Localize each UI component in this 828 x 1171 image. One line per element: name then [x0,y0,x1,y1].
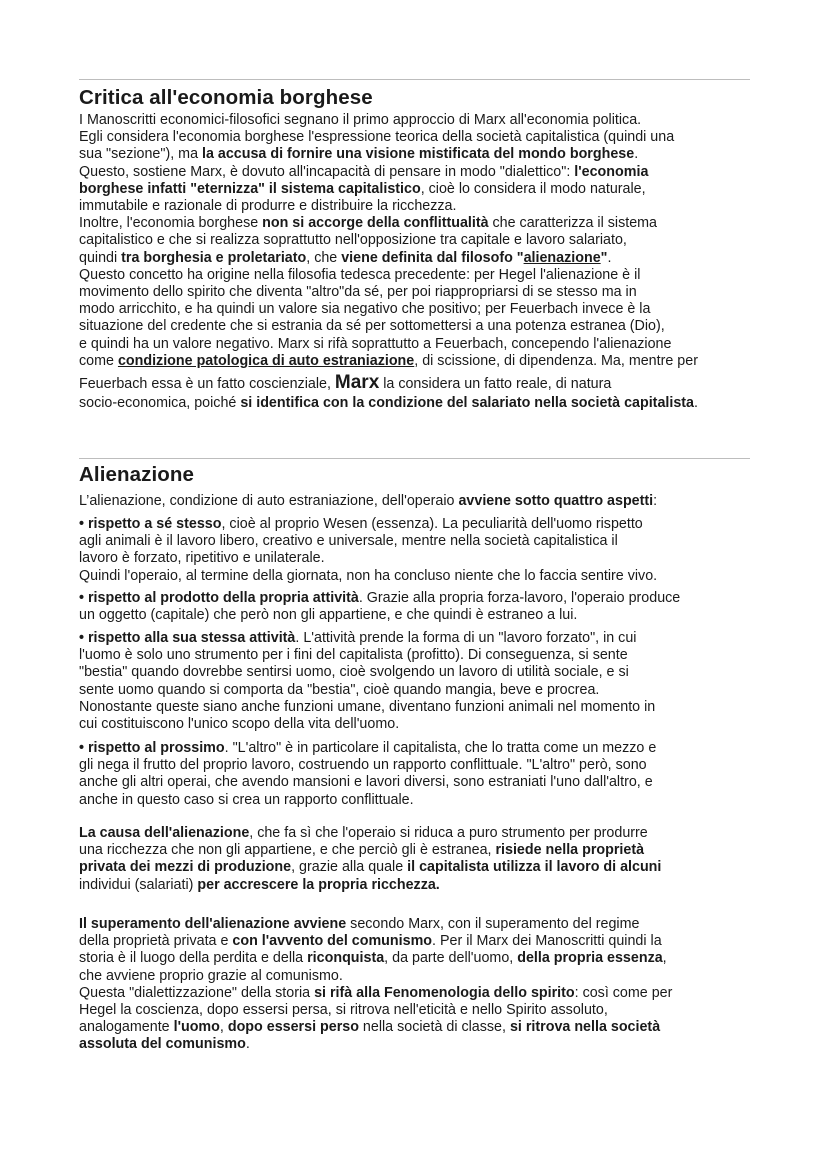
section-divider [79,79,750,80]
text-line: sente uomo quando si comporta da "bestia", cioè quando mangia, beve e procrea. [79,681,600,698]
text-line: un oggetto (capitale) che però non gli appartiene, e che quindi è estraneo a lui. [79,607,578,624]
text-line: agli animali è il lavoro libero, creativo e universale, mentre nella società capitalistica il [79,533,618,550]
text-line: Inoltre, l'economia borghese non si accorge della conflittualità che caratterizza il sistema [79,215,658,232]
text-line: Feuerbach essa è un fatto coscienziale, Marx la considera un fatto reale, di natura [79,372,612,394]
text-line: Questo, sostiene Marx, è dovuto all'incapacità di pensare in modo "dialettico": l'economia [79,163,649,180]
text-line: Quindi l'operaio, al termine della giornata, non ha concluso niente che lo faccia sentire vivo. [79,567,658,584]
text-line: anche gli altri operai, che avendo mansioni e lavori diversi, sono estraniati l'uno dall'altro, e [79,774,653,791]
text-line: assoluta del comunismo. [79,1036,250,1053]
text-line: • rispetto al prossimo. "L'altro" è in particolare il capitalista, che lo tratta come un mezzo e [79,740,657,756]
text-line: Il superamento dell'alienazione avviene secondo Marx, con il superamento del regime [79,916,640,932]
text-line: sua "sezione"), ma la accusa di fornire una visione mistificata del mondo borghese. [79,146,639,163]
section-title-alienazione: Alienazione [79,463,195,486]
text-line: storia è il luogo della perdita e della riconquista, da parte dell'uomo, della propria essenza, [79,950,667,967]
text-line: Questa "dialettizzazione" della storia si rifà alla Fenomenologia dello spirito: così come per [79,984,673,1001]
text-line: gli nega il frutto del proprio lavoro, costruendo un rapporto conflittuale. "L'altro" però, sono [79,757,647,774]
aspect-1 [79,516,759,585]
aspect-2 [79,590,759,624]
section-title-critica: Critica all'economia borghese [79,86,373,109]
alienazione-intro [79,493,759,510]
aspect-3 [79,630,759,733]
text-line: individui (salariati) per accrescere la propria ricchezza. [79,876,440,893]
text-line: come condizione patologica di auto estraniazione, di scissione, di dipendenza. Ma, mentre per [79,352,698,369]
text-line: capitalistico e che si realizza soprattutto nell'opposizione tra capitale e lavoro salariato, [79,232,627,249]
text-line: • rispetto al prodotto della propria attività. Grazie alla propria forza-lavoro, l'operaio produce [79,590,681,606]
text-line: I Manoscritti economici-filosofici segnano il primo approccio di Marx all'economia politica. [79,112,642,128]
text-line: L’alienazione, condizione di auto estraniazione, dell'operaio avviene sotto quattro aspetti: [79,493,658,509]
text-line: che avviene proprio grazie al comunismo. [79,967,343,984]
text-line: socio-economica, poiché si identifica con la condizione del salariato nella società capitalista. [79,395,698,412]
text-line: analogamente l'uomo, dopo essersi perso nella società di classe, si ritrova nella società [79,1019,661,1036]
text-line: borghese infatti "eternizza" il sistema capitalistico, cioè lo considera il modo naturale, [79,180,646,197]
text-line: Hegel la coscienza, dopo essersi persa, si ritrova nell'eticità e nello Spirito assoluto, [79,1002,608,1019]
text-line: cui costituiscono l'unico scopo della vita dell'uomo. [79,716,400,733]
text-line: una ricchezza che non gli appartiene, e che perciò gli è estranea, risiede nella proprietà [79,842,645,859]
text-line: immutabile e razionale di produrre e distribuire la ricchezza. [79,198,457,215]
aspect-4 [79,740,759,809]
text-line: • rispetto alla sua stessa attività. L'attività prende la forma di un "lavoro forzato", in cui [79,630,637,646]
text-line: quindi tra borghesia e proletariato, che viene definita dal filosofo "alienazione". [79,249,612,266]
text-line: privata dei mezzi di produzione, grazie alla quale il capitalista utilizza il lavoro di alcuni [79,859,662,876]
text-line: Nonostante queste siano anche funzioni umane, diventano funzioni animali nel momento in [79,698,656,715]
text-line: e quindi ha un valore negativo. Marx si rifà soprattutto a Feuerbach, concependo l'alienazione [79,335,672,352]
critica-body [79,112,759,412]
text-line: "bestia" quando dovrebbe sentirsi uomo, cioè svolgendo un lavoro di utilità sociale, e si [79,664,629,681]
overcoming-paragraph [79,916,759,1054]
text-line: anche in questo caso si crea un rapporto conflittuale. [79,791,414,808]
text-line: La causa dell'alienazione, che fa sì che l'operaio si riduca a puro strumento per produrre [79,825,648,841]
text-line: situazione del credente che si estrania da sé per sottomettersi a una potenza estranea (Dio), [79,318,665,335]
cause-paragraph [79,825,759,894]
text-line: movimento dello spirito che diventa "altro"da sé, per poi riappropriarsi di se stesso ma in [79,284,637,301]
section-divider [79,458,750,459]
text-line: lavoro è forzato, ripetitivo e unilaterale. [79,550,325,567]
text-line: l'uomo è solo uno strumento per i fini del capitalista (profitto). Di conseguenza, si sente [79,647,628,664]
text-line: Egli considera l'economia borghese l'espressione teorica della società capitalistica (quindi una [79,129,675,146]
text-line: • rispetto a sé stesso, cioè al proprio Wesen (essenza). La peculiarità dell'uomo rispetto [79,516,643,532]
text-line: modo arricchito, e ha quindi un valore sia negativo che positivo; per Feuerbach invece è la [79,301,651,318]
text-line: della proprietà privata e con l'avvento del comunismo. Per il Marx dei Manoscritti quindi la [79,933,662,950]
text-line: Questo concetto ha origine nella filosofia tedesca precedente: per Hegel l'alienazione è il [79,266,641,283]
